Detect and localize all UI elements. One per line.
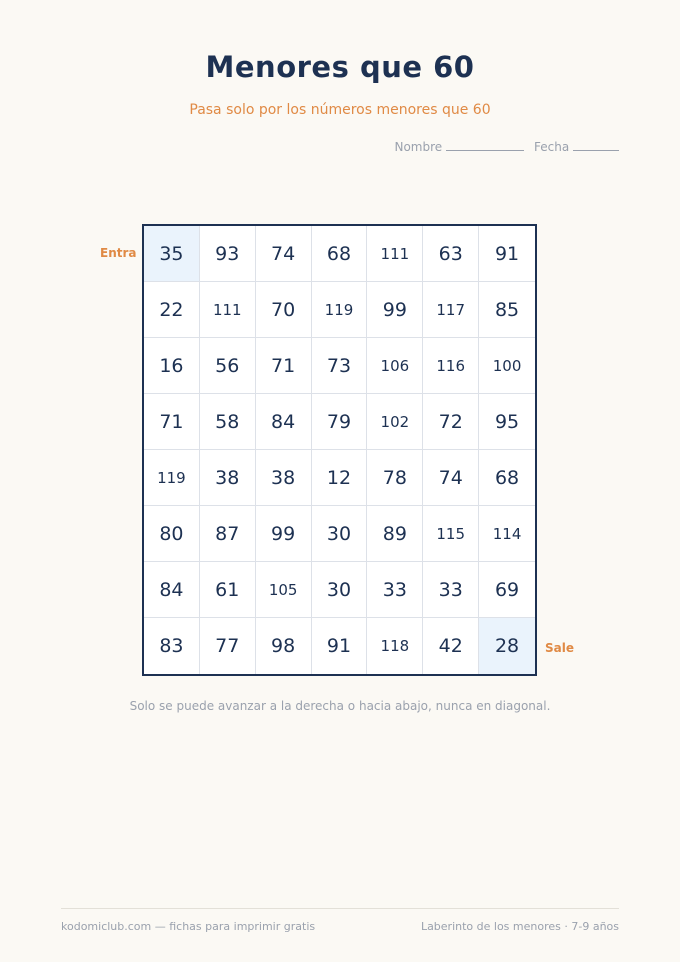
maze-cell[interactable]: 74 — [256, 226, 312, 282]
maze-cell[interactable]: 68 — [479, 450, 535, 506]
maze-cell[interactable]: 89 — [367, 506, 423, 562]
maze-cell[interactable]: 22 — [144, 282, 200, 338]
maze-cell[interactable]: 105 — [256, 562, 312, 618]
maze-cell[interactable]: 73 — [312, 338, 368, 394]
maze-cell[interactable]: 71 — [256, 338, 312, 394]
maze-cell[interactable]: 111 — [367, 226, 423, 282]
name-label: Nombre — [394, 140, 443, 154]
maze-cell[interactable]: 69 — [479, 562, 535, 618]
maze-cell[interactable]: 63 — [423, 226, 479, 282]
maze-cell[interactable]: 71 — [144, 394, 200, 450]
page-title: Menores que 60 — [205, 50, 475, 84]
maze-cell[interactable]: 83 — [144, 618, 200, 674]
maze-cell[interactable]: 98 — [256, 618, 312, 674]
maze-entry-label: Entra — [100, 246, 137, 260]
maze-cell[interactable]: 77 — [200, 618, 256, 674]
maze-cell[interactable]: 115 — [423, 506, 479, 562]
maze-cell[interactable]: 80 — [144, 506, 200, 562]
footer-worksheet-info: Laberinto de los menores · 7-9 años — [420, 920, 619, 933]
maze-cell[interactable]: 33 — [423, 562, 479, 618]
maze-cell[interactable]: 117 — [423, 282, 479, 338]
maze-cell[interactable]: 33 — [367, 562, 423, 618]
maze-cell[interactable]: 102 — [367, 394, 423, 450]
maze-cell[interactable]: 95 — [479, 394, 535, 450]
maze-cell[interactable]: 70 — [256, 282, 312, 338]
maze-cell[interactable]: 38 — [200, 450, 256, 506]
maze-cell[interactable]: 93 — [200, 226, 256, 282]
maze-cell[interactable]: 91 — [312, 618, 368, 674]
maze-cell[interactable]: 79 — [312, 394, 368, 450]
date-blank-line — [573, 138, 619, 151]
maze-cell[interactable]: 42 — [423, 618, 479, 674]
maze-cell[interactable]: 119 — [312, 282, 368, 338]
maze-cell[interactable]: 58 — [200, 394, 256, 450]
maze-cell[interactable]: 106 — [367, 338, 423, 394]
maze-cell[interactable]: 85 — [479, 282, 535, 338]
maze-cell[interactable]: 30 — [312, 506, 368, 562]
number-maze-grid — [142, 224, 537, 676]
instruction-note: Solo se puede avanzar a la derecha o hacia abajo, nunca en diagonal. — [129, 699, 551, 713]
maze-cell[interactable]: 84 — [256, 394, 312, 450]
maze-cell[interactable]: 35 — [144, 226, 200, 282]
maze-cell[interactable]: 28 — [479, 618, 535, 674]
maze-cell[interactable]: 116 — [423, 338, 479, 394]
maze-cell[interactable]: 99 — [256, 506, 312, 562]
maze-exit-label: Sale — [545, 641, 574, 655]
maze-cell[interactable]: 119 — [144, 450, 200, 506]
maze-cell[interactable]: 30 — [312, 562, 368, 618]
maze-cell[interactable]: 68 — [312, 226, 368, 282]
maze-cell[interactable]: 78 — [367, 450, 423, 506]
maze-cell[interactable]: 16 — [144, 338, 200, 394]
maze-cell[interactable]: 38 — [256, 450, 312, 506]
page-subtitle: Pasa solo por los números menores que 60 — [189, 102, 491, 118]
date-field[interactable] — [534, 138, 619, 154]
maze-cell[interactable]: 100 — [479, 338, 535, 394]
footer-divider — [61, 908, 619, 909]
maze-cell[interactable]: 74 — [423, 450, 479, 506]
maze-cell[interactable]: 56 — [200, 338, 256, 394]
maze-cell[interactable]: 72 — [423, 394, 479, 450]
maze-cell[interactable]: 114 — [479, 506, 535, 562]
footer-site: kodomiclub.com — fichas para imprimir gratis — [61, 920, 316, 933]
maze-cell[interactable]: 84 — [144, 562, 200, 618]
maze-cell[interactable]: 118 — [367, 618, 423, 674]
date-label: Fecha — [533, 140, 570, 154]
maze-cell[interactable]: 91 — [479, 226, 535, 282]
maze-cell[interactable]: 99 — [367, 282, 423, 338]
name-date-fields — [394, 138, 619, 154]
maze-cell[interactable]: 111 — [200, 282, 256, 338]
maze-cell[interactable]: 87 — [200, 506, 256, 562]
name-field[interactable] — [394, 138, 524, 154]
maze-cell[interactable]: 12 — [312, 450, 368, 506]
maze-cell[interactable]: 61 — [200, 562, 256, 618]
name-blank-line — [446, 138, 524, 151]
